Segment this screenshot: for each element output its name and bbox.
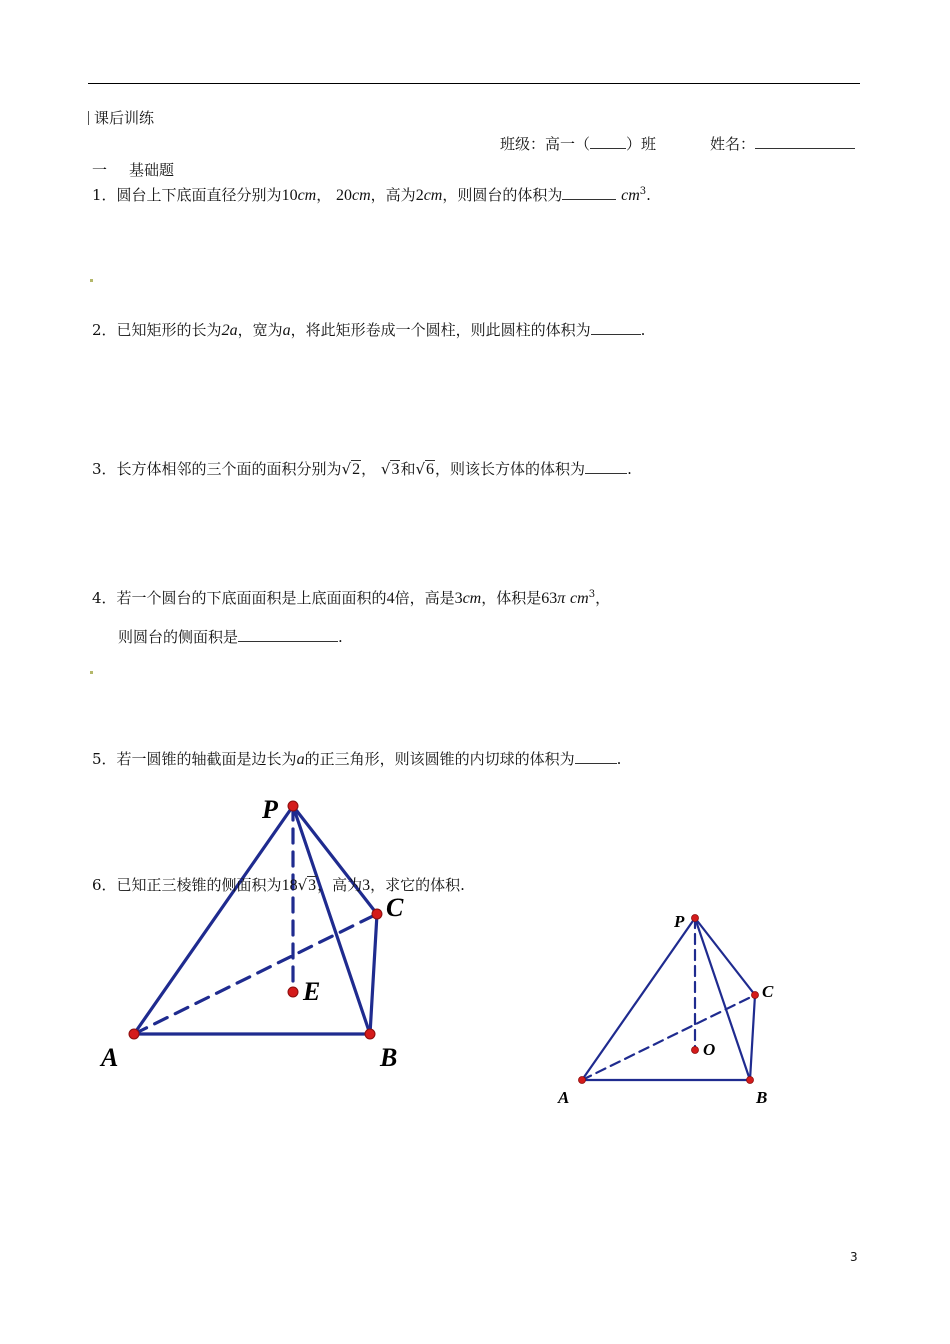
label-C: C bbox=[386, 893, 404, 922]
point-P bbox=[692, 915, 699, 922]
label-O: O bbox=[703, 1040, 716, 1059]
label-P: P bbox=[262, 795, 278, 824]
edge-AC-hidden bbox=[582, 995, 755, 1080]
label-C: C bbox=[762, 982, 774, 1001]
class-label: 班级：高一（ bbox=[500, 135, 591, 153]
point-O bbox=[692, 1047, 699, 1054]
question-4-line2: 则圆台的侧面积是 . bbox=[118, 628, 343, 646]
question-4: 4．若一个圆台的下底面面积是上底面面积的4倍，高是3cm，体积是63π $cm^3$， bbox=[92, 589, 611, 607]
point-B bbox=[747, 1077, 754, 1084]
section-number: 一 bbox=[92, 161, 108, 179]
class-suffix: ）班 bbox=[626, 135, 657, 153]
label-E: E bbox=[303, 977, 321, 1006]
label-B: B bbox=[380, 1043, 398, 1072]
label-P: P bbox=[674, 912, 685, 931]
question-3: 3．长方体相邻的三个面的面积分别为√2， √3和√6，则该长方体的体积为 . bbox=[92, 460, 632, 478]
point-C bbox=[752, 992, 759, 999]
label-A: A bbox=[558, 1088, 570, 1107]
name-label: 姓名： bbox=[710, 135, 756, 153]
page-title: 课后训练 bbox=[88, 107, 154, 128]
edge-PA bbox=[582, 918, 695, 1080]
question-1: 1．圆台上下底面直径分别为10cm， 20cm，高为2cm，则圆台的体积为 $cm^3$. bbox=[92, 186, 651, 204]
edge-BC bbox=[750, 995, 755, 1080]
point-A bbox=[579, 1077, 586, 1084]
label-A: A bbox=[101, 1043, 119, 1072]
question-6: 6．已知正三棱锥的侧面积为18√3，高为3，求它的体积. bbox=[92, 876, 465, 894]
question-5: 5．若一圆锥的轴截面是边长为a的正三角形，则该圆锥的内切球的体积为 . bbox=[92, 750, 622, 768]
label-B: B bbox=[756, 1088, 768, 1107]
page-number: 3 bbox=[850, 1250, 858, 1264]
question-2: 2．已知矩形的长为2a，宽为a，将此矩形卷成一个圆柱，则此圆柱的体积为 . bbox=[92, 321, 646, 339]
section-title: 基础题 bbox=[129, 161, 175, 179]
edge-PC bbox=[695, 918, 755, 995]
